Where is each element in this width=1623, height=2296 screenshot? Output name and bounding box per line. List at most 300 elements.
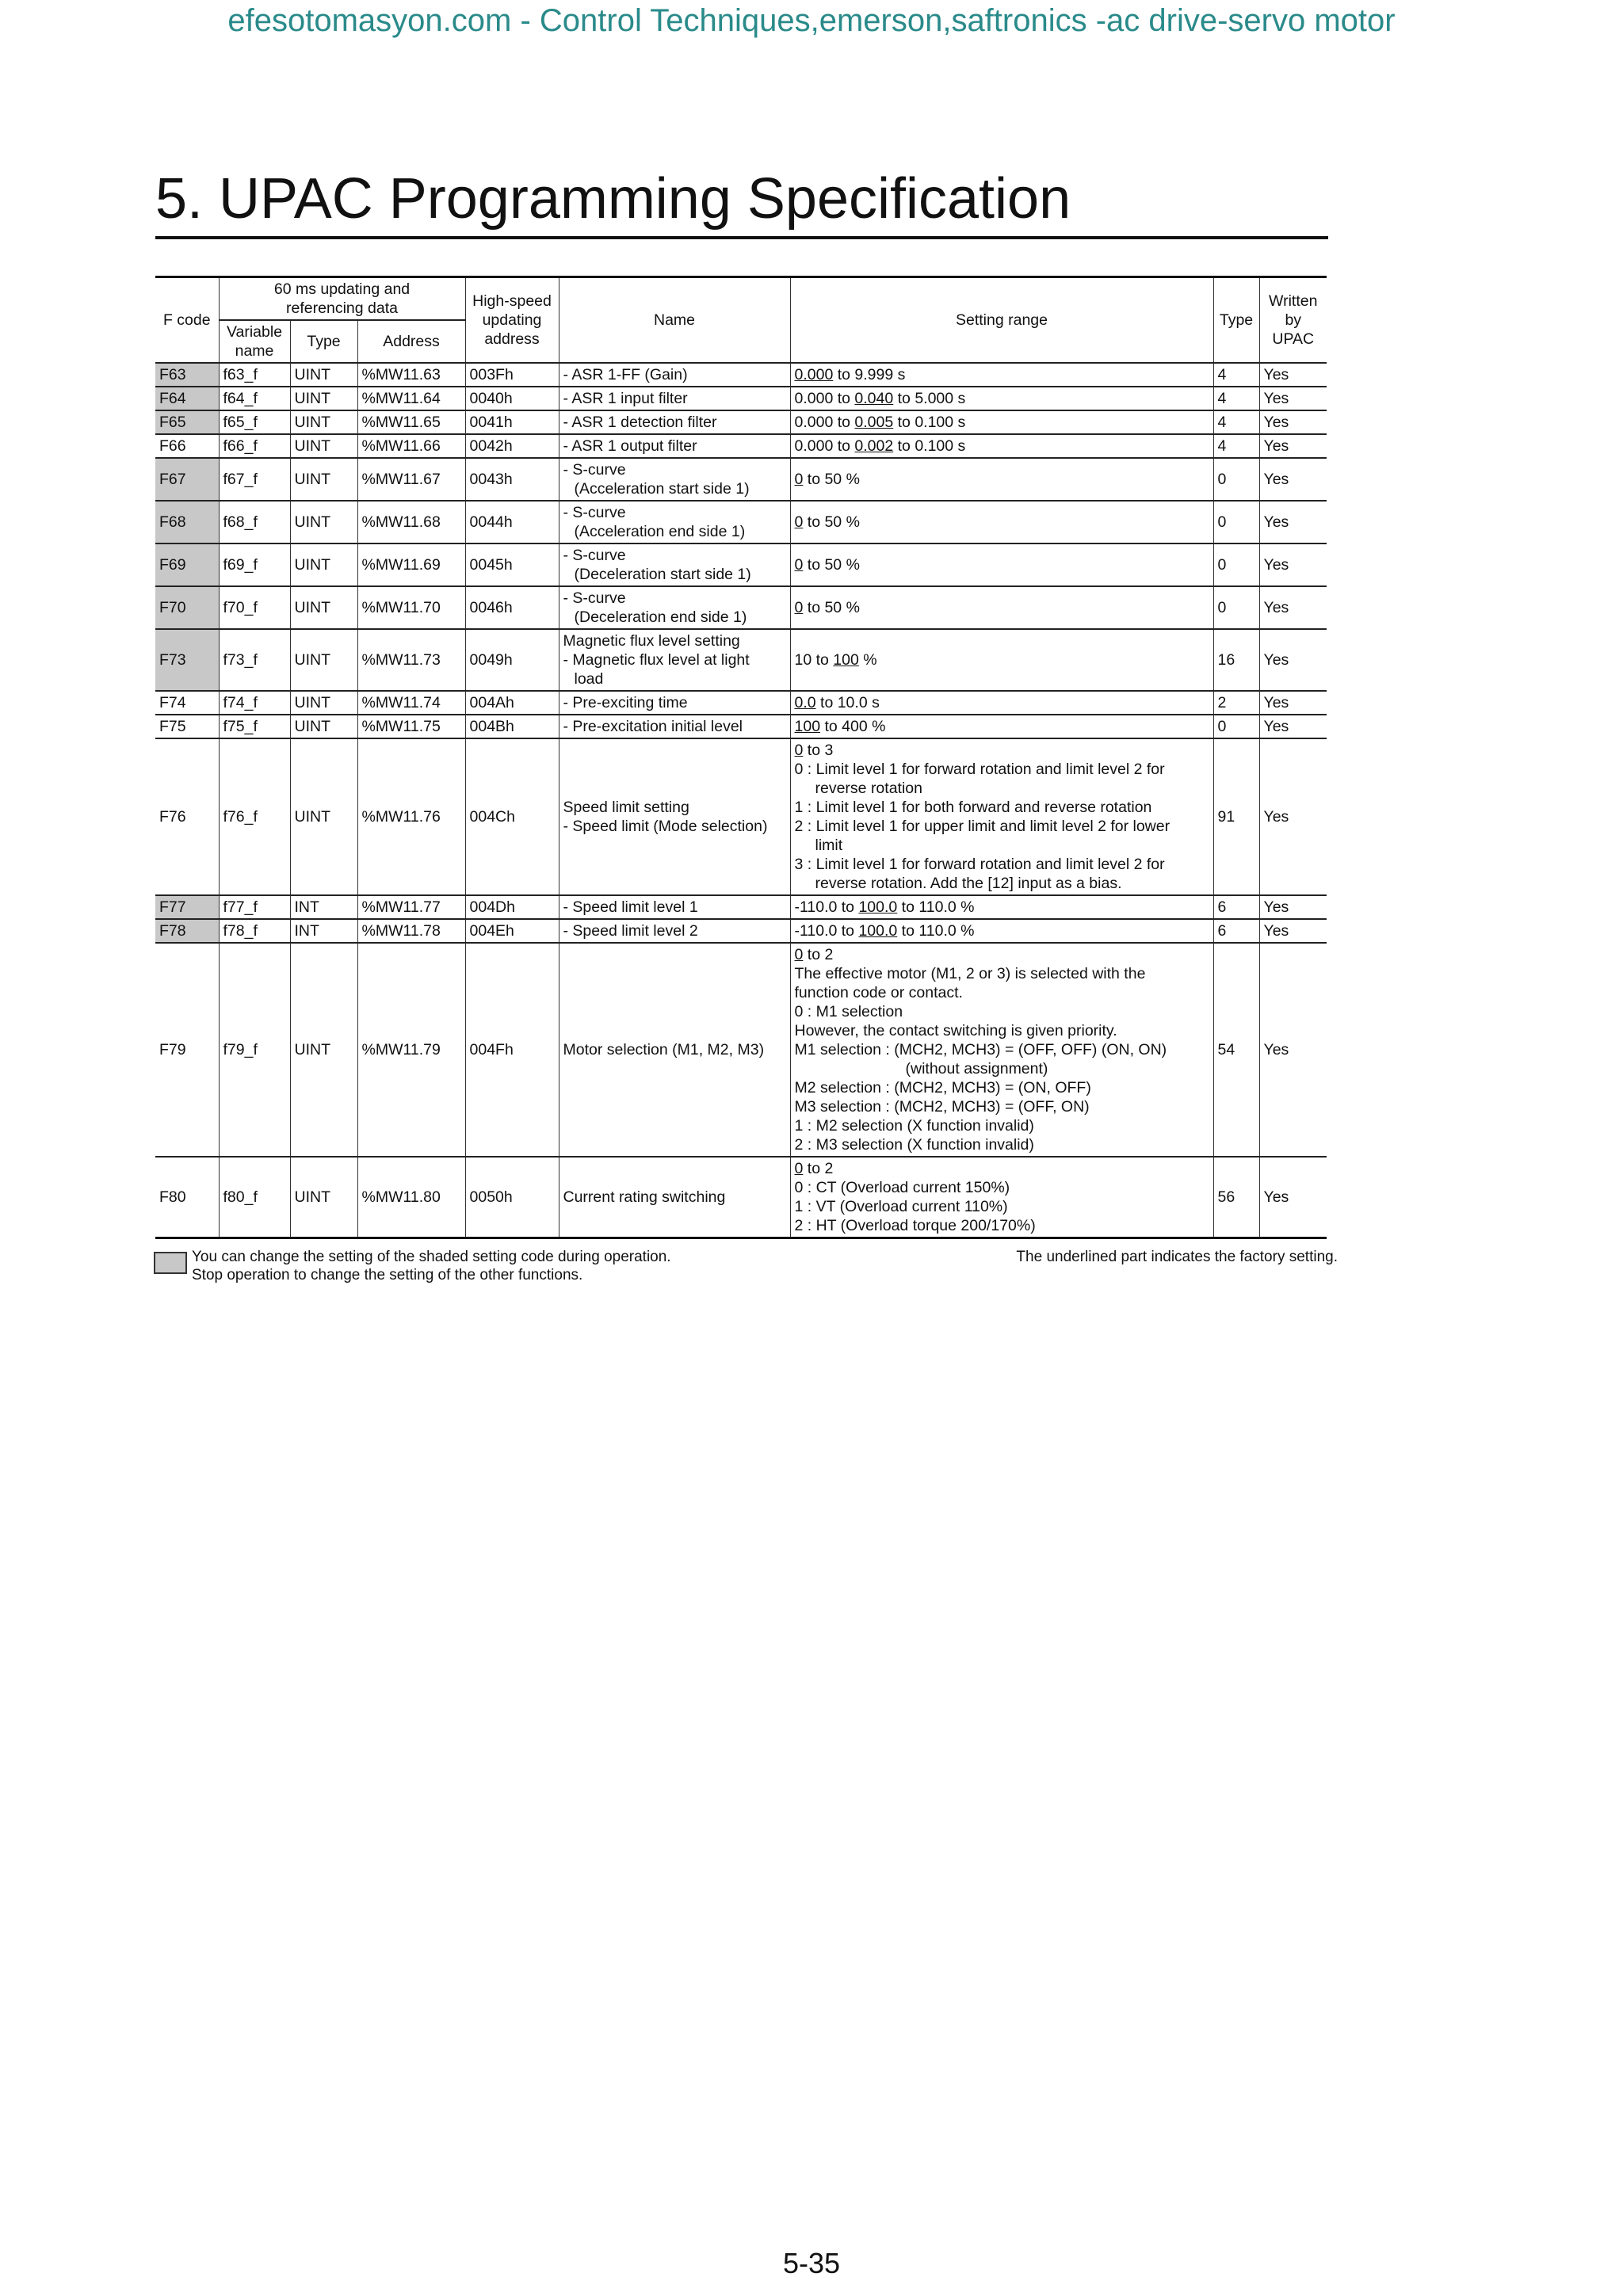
written-by-upac-cell: Yes [1259, 943, 1327, 1157]
setting-range-line [795, 693, 1209, 712]
setting-range-text: M3 selection : (MCH2, MCH3) = (OFF, ON) [794, 1098, 1090, 1116]
factory-default-value: 100 [794, 718, 821, 735]
type-cell: UINT [290, 715, 357, 738]
high-speed-address-cell: 004Dh [465, 895, 559, 919]
type-cell: UINT [290, 691, 357, 715]
variable-name-cell: f67_f [219, 458, 290, 501]
setting-range-text: 1 : VT (Overload current 110%) [794, 1198, 1008, 1215]
table-row [155, 629, 1327, 691]
watermark-text: efesotomasyon.com - Control Techniques,emerson,saftronics -ac drive-servo motor [227, 3, 1396, 38]
setting-range-line [795, 1159, 1209, 1178]
setting-range-text: to 110.0 % [897, 898, 975, 916]
setting-range-cell [790, 410, 1213, 434]
table-row [155, 895, 1327, 919]
setting-range-text: 0 : Limit level 1 for forward rotation and limit level 2 for [794, 761, 1165, 778]
type-cell: UINT [290, 501, 357, 543]
name-cell [559, 1157, 790, 1238]
high-speed-address-cell: 004Bh [465, 715, 559, 738]
written-by-upac-cell: Yes [1259, 738, 1327, 895]
setting-range-line [795, 470, 1209, 489]
name-line: - S-curve [563, 461, 626, 479]
setting-range-line [795, 1002, 1209, 1021]
type-number-cell: 0 [1213, 458, 1259, 501]
name-cell [559, 738, 790, 895]
table-row [155, 715, 1327, 738]
factory-default-value: 0 [794, 1160, 804, 1177]
setting-range-text: to 2 [803, 946, 834, 963]
factory-default-value: 0 [794, 556, 804, 574]
setting-range-line [795, 855, 1209, 874]
setting-range-cell [790, 691, 1213, 715]
name-cell [559, 715, 790, 738]
header-address: Address [357, 320, 465, 363]
setting-range-line [795, 365, 1209, 384]
setting-range-text: 1 : M2 selection (X function invalid) [794, 1117, 1034, 1135]
factory-default-value: 0 [794, 513, 804, 531]
table-body [155, 363, 1327, 1238]
table-row [155, 543, 1327, 586]
setting-range-cell [790, 919, 1213, 943]
type-number-cell: 4 [1213, 434, 1259, 458]
address-cell: %MW11.64 [357, 387, 465, 410]
setting-range-line [795, 817, 1209, 836]
setting-range-line [795, 1059, 1209, 1078]
address-cell: %MW11.69 [357, 543, 465, 586]
written-by-upac-cell: Yes [1259, 895, 1327, 919]
written-by-upac-cell: Yes [1259, 715, 1327, 738]
address-cell: %MW11.65 [357, 410, 465, 434]
setting-range-line [795, 798, 1209, 817]
written-by-upac-cell: Yes [1259, 387, 1327, 410]
setting-range-text: to 50 % [803, 599, 860, 616]
address-cell: %MW11.70 [357, 586, 465, 629]
address-cell: %MW11.80 [357, 1157, 465, 1238]
factory-default-value: 0 [794, 742, 804, 759]
setting-range-cell [790, 458, 1213, 501]
name-line: (Acceleration start side 1) [574, 480, 750, 498]
high-speed-address-cell: 0043h [465, 458, 559, 501]
written-by-upac-cell: Yes [1259, 363, 1327, 387]
written-by-upac-cell: Yes [1259, 919, 1327, 943]
setting-range-line [795, 1097, 1209, 1116]
name-line: Motor selection (M1, M2, M3) [563, 1041, 765, 1058]
setting-range-text: to 50 % [803, 513, 860, 531]
type-number-cell: 56 [1213, 1157, 1259, 1238]
setting-range-line [795, 1178, 1209, 1197]
name-line: - Pre-excitation initial level [563, 718, 743, 735]
table-row [155, 586, 1327, 629]
setting-range-line [795, 1216, 1209, 1235]
address-cell: %MW11.76 [357, 738, 465, 895]
fcode-cell: F67 [155, 458, 219, 501]
table-row [155, 919, 1327, 943]
header-group-line: referencing data [286, 299, 398, 317]
header-written [1259, 277, 1327, 364]
header-high-speed [465, 277, 559, 364]
legend-underline-note: The underlined part indicates the factory setting. [1016, 1249, 1338, 1265]
type-number-cell: 16 [1213, 629, 1259, 691]
name-line: - ASR 1 detection filter [563, 414, 717, 431]
factory-default-value: 0.0 [794, 694, 816, 711]
setting-range-cell [790, 434, 1213, 458]
factory-default-value: 100.0 [858, 922, 898, 940]
type-number-cell: 91 [1213, 738, 1259, 895]
address-cell: %MW11.79 [357, 943, 465, 1157]
setting-range-line [795, 1040, 1209, 1059]
high-speed-address-cell: 004Ah [465, 691, 559, 715]
name-cell [559, 363, 790, 387]
name-line: - ASR 1 output filter [563, 437, 697, 455]
high-speed-address-cell: 0040h [465, 387, 559, 410]
name-cell [559, 501, 790, 543]
setting-range-text: 10 to [794, 651, 834, 669]
section-title: 5. UPAC Programming Specification [155, 165, 1328, 239]
table-row [155, 943, 1327, 1157]
setting-range-text: to 400 % [820, 718, 886, 735]
header-hs-line: updating [482, 311, 542, 329]
setting-range-cell [790, 1157, 1213, 1238]
setting-range-text: 0.000 to [794, 414, 855, 431]
setting-range-cell [790, 501, 1213, 543]
written-by-upac-cell: Yes [1259, 458, 1327, 501]
type-number-cell: 6 [1213, 895, 1259, 919]
factory-default-value: 0.040 [854, 390, 894, 407]
header-written-line: UPAC [1272, 330, 1315, 348]
name-line: - Speed limit level 2 [563, 922, 698, 940]
name-cell [559, 434, 790, 458]
name-line: - Pre-exciting time [563, 694, 688, 711]
setting-range-text: function code or contact. [794, 984, 963, 1001]
setting-range-line [795, 389, 1209, 408]
header-var-line: Variable [226, 323, 283, 341]
factory-default-value: 100 [833, 651, 859, 669]
setting-range-text: % [858, 651, 877, 669]
setting-range-text: to 110.0 % [897, 922, 975, 940]
fcode-cell: F75 [155, 715, 219, 738]
header-var-line: name [235, 342, 274, 360]
name-line: - S-curve [563, 504, 626, 521]
type-number-cell: 4 [1213, 410, 1259, 434]
written-by-upac-cell: Yes [1259, 501, 1327, 543]
setting-range-line [795, 1116, 1209, 1135]
variable-name-cell: f75_f [219, 715, 290, 738]
table-row [155, 458, 1327, 501]
setting-range-line [795, 874, 1209, 893]
setting-range-text: M2 selection : (MCH2, MCH3) = (ON, OFF) [794, 1079, 1091, 1097]
written-by-upac-cell: Yes [1259, 434, 1327, 458]
address-cell: %MW11.73 [357, 629, 465, 691]
table-row [155, 738, 1327, 895]
high-speed-address-cell: 0044h [465, 501, 559, 543]
header-written-line: Written [1269, 292, 1318, 310]
setting-range-cell [790, 586, 1213, 629]
fcode-cell: F66 [155, 434, 219, 458]
setting-range-text: reverse rotation [815, 780, 922, 797]
name-cell [559, 543, 790, 586]
name-line: - S-curve [563, 589, 626, 607]
type-cell: UINT [290, 410, 357, 434]
fcode-cell: F73 [155, 629, 219, 691]
setting-range-line [795, 836, 1209, 855]
name-cell [559, 387, 790, 410]
header-fcode: F code [155, 277, 219, 364]
fcode-cell: F80 [155, 1157, 219, 1238]
setting-range-text: reverse rotation. Add the [12] input as a bias. [815, 875, 1122, 892]
setting-range-text: (without assignment) [905, 1060, 1048, 1077]
header-group [219, 277, 465, 321]
fcode-cell: F68 [155, 501, 219, 543]
type-cell: UINT [290, 629, 357, 691]
factory-default-value: 0 [794, 946, 804, 963]
setting-range-line [795, 760, 1209, 779]
setting-range-text: to 2 [803, 1160, 834, 1177]
fcode-cell: F79 [155, 943, 219, 1157]
fcode-cell: F64 [155, 387, 219, 410]
setting-range-text: -110.0 to [794, 898, 859, 916]
type-cell: UINT [290, 738, 357, 895]
variable-name-cell: f77_f [219, 895, 290, 919]
written-by-upac-cell: Yes [1259, 543, 1327, 586]
setting-range-cell [790, 715, 1213, 738]
setting-range-text: to 9.999 s [833, 366, 906, 383]
type-number-cell: 0 [1213, 586, 1259, 629]
type-cell: UINT [290, 586, 357, 629]
setting-range-line [795, 945, 1209, 964]
address-cell: %MW11.78 [357, 919, 465, 943]
header-variable-name [219, 320, 290, 363]
header-row-1 [155, 277, 1327, 321]
legend-line-2: Stop operation to change the setting of the other functions. [192, 1267, 583, 1283]
header-type: Type [290, 320, 357, 363]
variable-name-cell: f74_f [219, 691, 290, 715]
setting-range-text: limit [815, 837, 843, 854]
setting-range-text: 2 : M3 selection (X function invalid) [794, 1136, 1034, 1154]
type-cell: UINT [290, 1157, 357, 1238]
table-row [155, 501, 1327, 543]
type-cell: INT [290, 919, 357, 943]
written-by-upac-cell: Yes [1259, 410, 1327, 434]
address-cell: %MW11.66 [357, 434, 465, 458]
type-number-cell: 4 [1213, 363, 1259, 387]
setting-range-text: 0 : CT (Overload current 150%) [794, 1179, 1010, 1196]
factory-default-value: 0.000 [794, 366, 834, 383]
variable-name-cell: f73_f [219, 629, 290, 691]
setting-range-line [795, 1135, 1209, 1154]
setting-range-line [795, 598, 1209, 617]
setting-range-text: 2 : Limit level 1 for upper limit and limit level 2 for lower [794, 818, 1170, 835]
variable-name-cell: f79_f [219, 943, 290, 1157]
setting-range-line [795, 413, 1209, 432]
legend-text [192, 1248, 671, 1284]
setting-range-text: The effective motor (M1, 2 or 3) is selected with the [794, 965, 1146, 982]
type-cell: UINT [290, 458, 357, 501]
header-hs-line: address [484, 330, 540, 348]
name-line: - ASR 1 input filter [563, 390, 688, 407]
factory-default-value: 100.0 [858, 898, 898, 916]
setting-range-line [795, 1078, 1209, 1097]
high-speed-address-cell: 0041h [465, 410, 559, 434]
setting-range-cell [790, 363, 1213, 387]
type-number-cell: 54 [1213, 943, 1259, 1157]
type-number-cell: 0 [1213, 715, 1259, 738]
name-cell [559, 458, 790, 501]
fcode-cell: F69 [155, 543, 219, 586]
address-cell: %MW11.67 [357, 458, 465, 501]
setting-range-text: 3 : Limit level 1 for forward rotation and limit level 2 for [794, 856, 1165, 873]
type-number-cell: 6 [1213, 919, 1259, 943]
setting-range-text: to 50 % [803, 471, 860, 488]
setting-range-cell [790, 895, 1213, 919]
setting-range-text: 0.000 to [794, 390, 855, 407]
written-by-upac-cell: Yes [1259, 691, 1327, 715]
setting-range-line [795, 650, 1209, 669]
variable-name-cell: f80_f [219, 1157, 290, 1238]
name-cell [559, 895, 790, 919]
table-row [155, 387, 1327, 410]
setting-range-cell [790, 629, 1213, 691]
type-cell: UINT [290, 363, 357, 387]
name-line: (Deceleration start side 1) [574, 566, 751, 583]
setting-range-line [795, 983, 1209, 1002]
variable-name-cell: f64_f [219, 387, 290, 410]
name-cell [559, 691, 790, 715]
variable-name-cell: f66_f [219, 434, 290, 458]
high-speed-address-cell: 0045h [465, 543, 559, 586]
name-line: - Magnetic flux level at light [563, 651, 750, 669]
setting-range-line [795, 741, 1209, 760]
name-cell [559, 629, 790, 691]
setting-range-cell [790, 543, 1213, 586]
setting-range-line [795, 555, 1209, 574]
setting-range-cell [790, 943, 1213, 1157]
table-row [155, 1157, 1327, 1238]
variable-name-cell: f63_f [219, 363, 290, 387]
variable-name-cell: f69_f [219, 543, 290, 586]
factory-default-value: 0 [794, 471, 804, 488]
setting-range-text: to 0.100 s [893, 414, 966, 431]
header-written-line: by [1285, 311, 1302, 329]
table-row [155, 691, 1327, 715]
setting-range-text: 0 : M1 selection [794, 1003, 903, 1020]
variable-name-cell: f76_f [219, 738, 290, 895]
setting-range-text: to 5.000 s [893, 390, 966, 407]
legend-line-1: You can change the setting of the shaded setting code during operation. [192, 1249, 671, 1265]
variable-name-cell: f68_f [219, 501, 290, 543]
setting-range-text: 2 : HT (Overload torque 200/170%) [794, 1217, 1036, 1234]
type-cell: UINT [290, 543, 357, 586]
address-cell: %MW11.68 [357, 501, 465, 543]
setting-range-line [795, 513, 1209, 532]
setting-range-text: 0.000 to [794, 437, 855, 455]
type-number-cell: 4 [1213, 387, 1259, 410]
setting-range-text: to 10.0 s [815, 694, 880, 711]
setting-range-cell [790, 738, 1213, 895]
setting-range-line [795, 1021, 1209, 1040]
header-name: Name [559, 277, 790, 364]
type-cell: UINT [290, 943, 357, 1157]
variable-name-cell: f78_f [219, 919, 290, 943]
type-cell: UINT [290, 434, 357, 458]
function-code-table [155, 276, 1327, 1239]
written-by-upac-cell: Yes [1259, 586, 1327, 629]
address-cell: %MW11.77 [357, 895, 465, 919]
setting-range-line [795, 779, 1209, 798]
name-line: Magnetic flux level setting [563, 632, 740, 650]
setting-range-line [795, 921, 1209, 940]
header-hs-line: High-speed [472, 292, 552, 310]
factory-default-value: 0 [794, 599, 804, 616]
fcode-cell: F65 [155, 410, 219, 434]
variable-name-cell: f65_f [219, 410, 290, 434]
address-cell: %MW11.63 [357, 363, 465, 387]
fcode-cell: F77 [155, 895, 219, 919]
header-setting-range: Setting range [790, 277, 1213, 364]
name-line: - S-curve [563, 547, 626, 564]
written-by-upac-cell: Yes [1259, 1157, 1327, 1238]
fcode-cell: F76 [155, 738, 219, 895]
fcode-cell: F78 [155, 919, 219, 943]
setting-range-line [795, 964, 1209, 983]
name-line: (Acceleration end side 1) [574, 523, 746, 540]
fcode-cell: F74 [155, 691, 219, 715]
high-speed-address-cell: 004Eh [465, 919, 559, 943]
name-cell [559, 410, 790, 434]
name-cell [559, 943, 790, 1157]
type-number-cell: 2 [1213, 691, 1259, 715]
high-speed-address-cell: 0049h [465, 629, 559, 691]
name-line: Speed limit setting [563, 799, 689, 816]
setting-range-text: -110.0 to [794, 922, 859, 940]
name-cell [559, 919, 790, 943]
name-cell [559, 586, 790, 629]
legend-shaded-swatch [154, 1252, 187, 1274]
variable-name-cell: f70_f [219, 586, 290, 629]
address-cell: %MW11.74 [357, 691, 465, 715]
name-line: (Deceleration end side 1) [574, 608, 747, 626]
high-speed-address-cell: 004Ch [465, 738, 559, 895]
page-number: 5-35 [782, 2247, 841, 2279]
name-line: - Speed limit (Mode selection) [563, 818, 768, 835]
setting-range-line [795, 437, 1209, 456]
factory-default-value: 0.005 [854, 414, 894, 431]
high-speed-address-cell: 004Fh [465, 943, 559, 1157]
setting-range-text: However, the contact switching is given priority. [794, 1022, 1117, 1039]
setting-range-cell [790, 387, 1213, 410]
high-speed-address-cell: 0042h [465, 434, 559, 458]
setting-range-line [795, 1197, 1209, 1216]
name-line: - Speed limit level 1 [563, 898, 698, 916]
type-number-cell: 0 [1213, 543, 1259, 586]
fcode-cell: F70 [155, 586, 219, 629]
name-line: Current rating switching [563, 1188, 726, 1206]
setting-range-text: 1 : Limit level 1 for both forward and reverse rotation [794, 799, 1152, 816]
type-number-cell: 0 [1213, 501, 1259, 543]
factory-default-value: 0.002 [854, 437, 894, 455]
fcode-cell: F63 [155, 363, 219, 387]
header-group-line: 60 ms updating and [273, 280, 411, 298]
high-speed-address-cell: 003Fh [465, 363, 559, 387]
header-type2: Type [1213, 277, 1259, 364]
high-speed-address-cell: 0046h [465, 586, 559, 629]
setting-range-line [795, 898, 1209, 917]
high-speed-address-cell: 0050h [465, 1157, 559, 1238]
name-line: - ASR 1-FF (Gain) [563, 366, 688, 383]
setting-range-text: to 50 % [803, 556, 860, 574]
table-row [155, 434, 1327, 458]
written-by-upac-cell: Yes [1259, 629, 1327, 691]
table-row [155, 410, 1327, 434]
setting-range-text: to 0.100 s [893, 437, 966, 455]
